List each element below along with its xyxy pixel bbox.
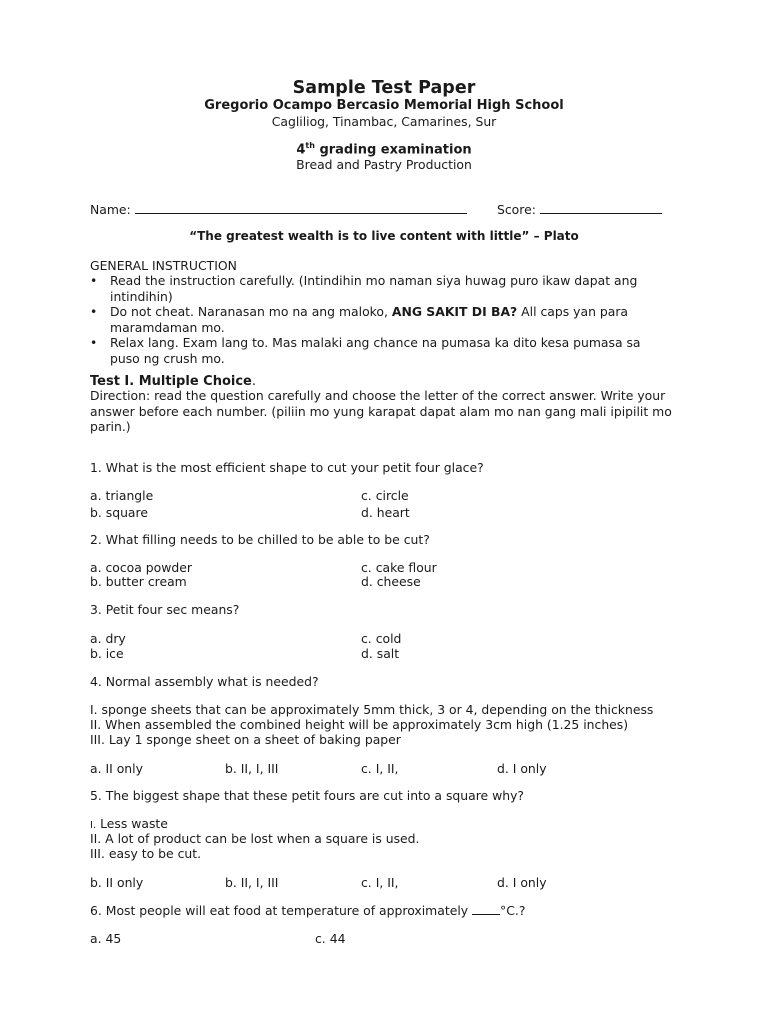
instruction-text: maramdaman mo. (110, 319, 225, 335)
score-field (497, 201, 662, 217)
school-address: Cagliliog, Tinambac, Camarines, Sur (271, 114, 497, 129)
question-6 (90, 903, 525, 918)
test1-heading (90, 374, 256, 389)
choice-c[interactable]: c. I, II, (361, 761, 399, 776)
instruction-text: Read the instruction carefully. (Intindihin mo naman siya huwag puro ikaw dapat ang (110, 273, 638, 288)
test1-direction (90, 388, 680, 435)
grading-text: grading examination (314, 142, 472, 158)
statement-2: II. When assembled the combined height will be approximately 3cm high (1.25 inches) (90, 717, 629, 732)
instruction-item (90, 335, 670, 366)
choice-a[interactable]: a. cocoa powder (90, 560, 192, 575)
name-blank[interactable] (135, 201, 467, 214)
choice-d[interactable]: d. I only (497, 761, 547, 776)
grading-title (0, 141, 768, 157)
choice-b[interactable]: b. ice (90, 646, 124, 661)
test1-heading-text: Test I. Multiple Choice (90, 374, 252, 389)
choice-d[interactable]: d. heart (361, 505, 410, 520)
question-2: 2. What filling needs to be chilled to be able to be cut? (90, 532, 430, 547)
statement-3: III. easy to be cut. (90, 846, 202, 861)
choice-b[interactable]: b. II, I, III (225, 875, 279, 890)
test1-heading-period: . (251, 374, 257, 389)
score-blank[interactable] (540, 201, 662, 214)
choice-d[interactable]: d. salt (361, 646, 400, 661)
answer-blank[interactable] (472, 904, 500, 915)
instruction-text: intindihin) (110, 288, 173, 304)
question-3: 3. Petit four sec means? (90, 602, 240, 617)
grading-number: 4 (296, 142, 306, 158)
choice-a[interactable]: a. triangle (90, 488, 154, 503)
statement-2: II. A lot of product can be lost when a square is used. (90, 831, 420, 846)
question-text: 6. Most people will eat food at temperature of approximately (90, 903, 473, 918)
choice-a[interactable]: a. II only (90, 761, 143, 776)
instruction-text: puso ng crush mo. (110, 350, 225, 366)
choice-a[interactable]: b. II only (90, 875, 144, 890)
choice-b[interactable]: b. square (90, 505, 148, 520)
choice-d[interactable]: d. I only (497, 875, 547, 890)
choice-b[interactable]: b. butter cream (90, 574, 187, 589)
instruction-heading: GENERAL INSTRUCTION (90, 258, 237, 273)
choice-c[interactable]: c. 44 (315, 931, 346, 946)
school-name: Gregorio Ocampo Bercasio Memorial High School (204, 98, 564, 113)
question-4: 4. Normal assembly what is needed? (90, 674, 319, 689)
grading-superscript: th (305, 141, 315, 150)
question-5: 5. The biggest shape that these petit fours are cut into a square why? (90, 788, 524, 803)
choice-d[interactable]: d. cheese (361, 574, 421, 589)
question-text: °C.? (500, 903, 526, 918)
name-field (90, 201, 467, 217)
choice-c[interactable]: c. cold (361, 631, 402, 646)
statement-3: III. Lay 1 sponge sheet on a sheet of baking paper (90, 732, 401, 747)
instruction-text: Relax lang. Exam lang to. Mas malaki ang chance na pumasa ka dito kesa pumasa sa (110, 335, 641, 350)
bullet-icon: • (90, 304, 98, 319)
choice-a[interactable]: a. dry (90, 631, 126, 646)
statement-text: Less waste (96, 816, 168, 831)
page-title: Sample Test Paper (292, 78, 476, 98)
instruction-item (90, 273, 670, 304)
instruction-list (90, 273, 670, 366)
direction-line: Direction: read the question carefully and choose the letter of the correct answer. Write your (90, 388, 666, 403)
direction-line: answer before each number. (piliin mo yung karapat dapat alam mo nan gang mali ipipilit mo (90, 403, 672, 419)
statement-1: I. sponge sheets that can be approximately 5mm thick, 3 or 4, depending on the thickness (90, 702, 654, 717)
subject-title: Bread and Pastry Production (296, 157, 472, 172)
instruction-text (110, 304, 670, 320)
statement-roman: I. (90, 820, 97, 831)
choice-a[interactable]: a. 45 (90, 931, 122, 946)
choice-c[interactable]: c. cake flour (361, 560, 437, 575)
instruction-text-part: All caps yan para (517, 304, 628, 319)
instruction-emphasis: ANG SAKIT DI BA? (391, 304, 518, 319)
direction-line: parin.) (90, 419, 131, 434)
bullet-icon: • (90, 273, 98, 288)
score-label: Score: (497, 202, 536, 217)
instruction-item (90, 304, 670, 335)
choice-b[interactable]: b. II, I, III (225, 761, 279, 776)
choice-c[interactable]: c. circle (361, 488, 409, 503)
quote: “The greatest wealth is to live content with little” – Plato (189, 229, 579, 243)
bullet-icon: • (90, 335, 98, 350)
instruction-text-part: Do not cheat. Naranasan mo na ang maloko, (110, 304, 392, 319)
name-label: Name: (90, 202, 131, 217)
choice-c[interactable]: c. I, II, (361, 875, 399, 890)
question-1: 1. What is the most efficient shape to cut your petit four glace? (90, 460, 484, 475)
statement-1 (90, 816, 168, 831)
